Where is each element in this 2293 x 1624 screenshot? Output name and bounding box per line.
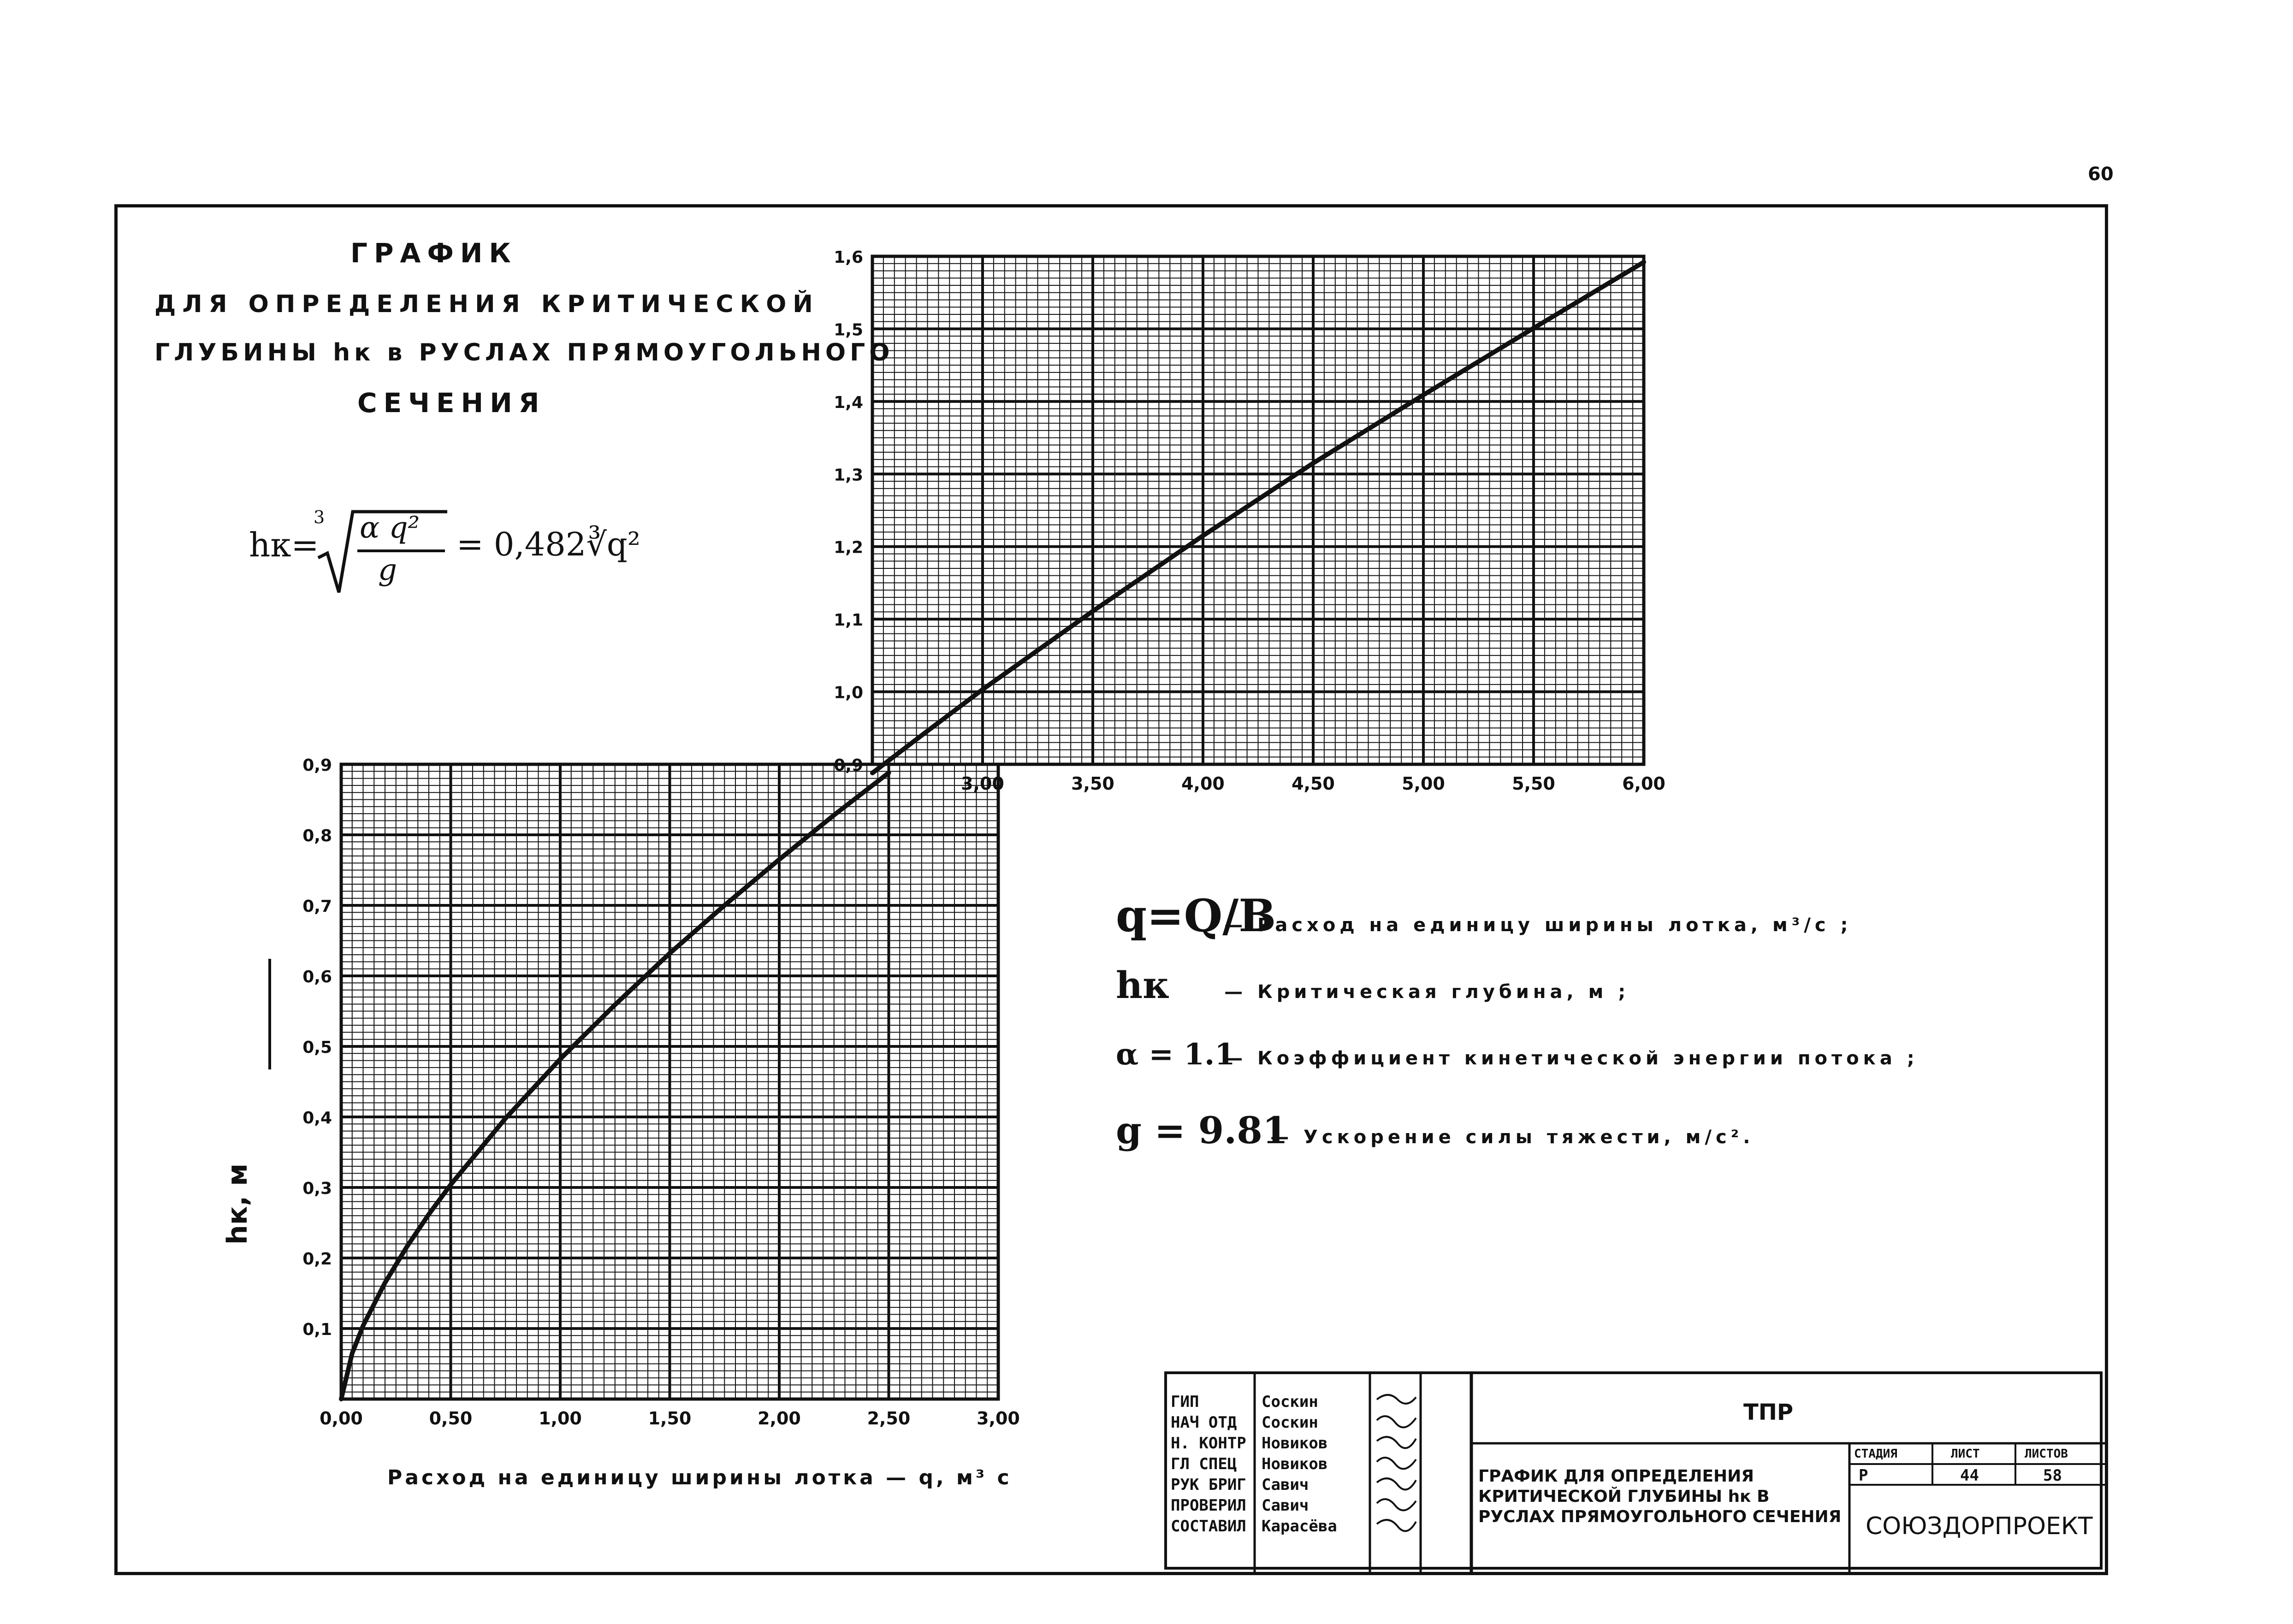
role-0: ГИП: [1171, 1393, 1199, 1411]
formula-lhs: hк=: [249, 526, 319, 564]
y-tick-1-3: 1,2: [834, 538, 863, 557]
signatures: [1375, 1388, 1418, 1545]
name-3: Новиков: [1262, 1455, 1328, 1473]
stage-value: Р: [1859, 1466, 1868, 1485]
legend-hk: [1116, 963, 1629, 1007]
legend-hk-symbol: hк: [1116, 963, 1169, 1007]
sheet-label: ЛИСТ: [1951, 1447, 1980, 1461]
y-tick-1-0: 0,9: [834, 756, 863, 775]
legend-alpha: [1116, 1037, 1919, 1072]
name-2: Новиков: [1262, 1434, 1328, 1453]
formula-denominator: g: [378, 553, 397, 587]
name-4: Савич: [1262, 1476, 1309, 1494]
y-tick-1-2: 1,1: [834, 611, 863, 630]
x-tick-0-3: 1,50: [648, 1408, 692, 1429]
name-5: Савич: [1262, 1496, 1309, 1515]
name-1: Соскин: [1262, 1413, 1318, 1432]
formula-rhs: = 0,482∛q²: [456, 526, 640, 563]
title-line-1: ГРАФИК: [350, 237, 517, 269]
x-tick-1-4: 5,00: [1402, 774, 1445, 794]
legend-hk-text: — Критическая глубина, м ;: [1224, 981, 1630, 1003]
x-tick-1-2: 4,00: [1181, 774, 1225, 794]
role-5: ПРОВЕРИЛ: [1171, 1496, 1246, 1515]
role-6: СОСТАВИЛ: [1171, 1517, 1246, 1535]
title-line-3: ГЛУБИНЫ hк в РУСЛАХ ПРЯМОУГОЛЬНОГО: [154, 339, 894, 366]
name-6: Карасёва: [1262, 1517, 1337, 1535]
sheet-title: ГРАФИК ДЛЯ ОПРЕДЕЛЕНИЯ КРИТИЧЕСКОЙ ГЛУБИНЫ hк В РУСЛАХ ПРЯМОУГОЛЬНОГО СЕЧЕНИЯ: [1478, 1467, 1842, 1526]
y-axis-label: hк, м: [221, 1163, 254, 1245]
title-line-2: ДЛЯ ОПРЕДЕЛЕНИЯ КРИТИЧЕСКОЙ: [154, 290, 819, 318]
legend-g-text: — Ускорение силы тяжести, м/с².: [1270, 1127, 1754, 1148]
x-tick-1-3: 4,50: [1292, 774, 1335, 794]
x-tick-0-4: 2,00: [758, 1408, 801, 1429]
x-tick-0-1: 0,50: [429, 1408, 473, 1429]
legend-q-symbol: q=Q/B: [1116, 890, 1276, 942]
legend-q-text: — Расход на единицу ширины лотка, м³/с ;: [1224, 915, 1852, 936]
role-1: НАЧ ОТД: [1171, 1413, 1237, 1432]
y-tick-0-6: 0,7: [302, 897, 332, 916]
x-axis-label: Расход на единицу ширины лотка — q, м³ с: [387, 1466, 1012, 1489]
project-code: ТПР: [1743, 1400, 1794, 1425]
legend-g: [1116, 1109, 1754, 1152]
y-tick-1-4: 1,3: [834, 466, 863, 485]
sheets-label: ЛИСТОВ: [2025, 1447, 2068, 1461]
x-tick-0-5: 2,50: [867, 1408, 911, 1429]
x-tick-1-6: 6,00: [1622, 774, 1665, 794]
x-tick-1-5: 5,50: [1512, 774, 1555, 794]
page-number: 60: [2088, 164, 2114, 185]
y-tick-0-0: 0,1: [302, 1320, 332, 1339]
x-tick-1-1: 3,50: [1071, 774, 1114, 794]
organization: СОЮЗДОРПРОЕКТ: [1866, 1512, 2093, 1540]
y-tick-0-8: 0,9: [302, 756, 332, 775]
name-0: Соскин: [1262, 1393, 1318, 1411]
x-tick-1-0: 3,00: [961, 774, 1004, 794]
y-tick-1-5: 1,4: [834, 393, 863, 412]
y-tick-0-2: 0,3: [302, 1179, 332, 1198]
y-tick-0-5: 0,6: [302, 968, 332, 986]
legend-g-symbol: g = 9.81: [1116, 1109, 1288, 1152]
x-tick-0-2: 1,00: [539, 1408, 582, 1429]
role-4: РУК БРИГ: [1171, 1476, 1246, 1494]
y-tick-0-1: 0,2: [302, 1250, 332, 1269]
y-tick-1-6: 1,5: [834, 320, 863, 340]
role-3: ГЛ СПЕЦ: [1171, 1455, 1237, 1473]
legend-q: [1116, 890, 1852, 942]
stage-label: СТАДИЯ: [1854, 1447, 1897, 1461]
role-2: Н. КОНТР: [1171, 1434, 1246, 1453]
formula-numerator: α q²: [360, 511, 420, 545]
x-tick-0-0: 0,00: [320, 1408, 363, 1429]
y-tick-0-4: 0,5: [302, 1038, 332, 1057]
legend-alpha-symbol: α = 1.1: [1116, 1037, 1235, 1072]
title-line-4: СЕЧЕНИЯ: [357, 387, 546, 419]
title-block: [1164, 1371, 2103, 1570]
sheet-value: 44: [1960, 1466, 1979, 1485]
y-tick-0-3: 0,4: [302, 1109, 332, 1128]
y-tick-0-7: 0,8: [302, 827, 332, 845]
formula-root-index: 3: [314, 507, 325, 527]
x-tick-0-6: 3,00: [977, 1408, 1020, 1429]
y-tick-1-1: 1,0: [834, 683, 863, 703]
sheets-value: 58: [2043, 1466, 2062, 1485]
y-tick-1-7: 1,6: [834, 248, 863, 267]
legend-alpha-text: — Коэффициент кинетической энергии потока ;: [1224, 1048, 1919, 1069]
